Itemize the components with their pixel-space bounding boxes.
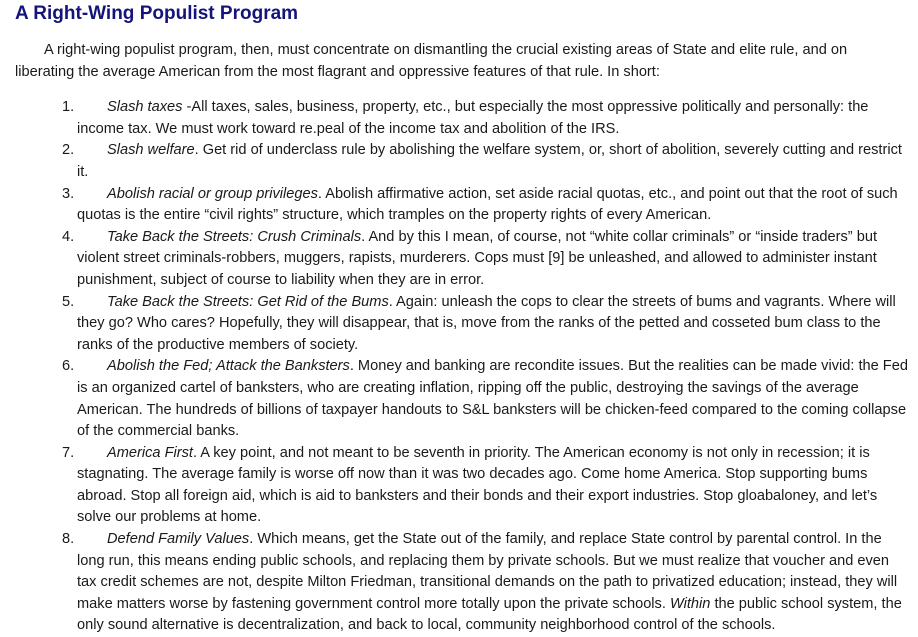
list-item — [62, 529, 910, 637]
list-item-text-after: the public school system, the only sound alternative is decentralization, and back to local, community neighborhood control of the schools. — [77, 595, 902, 634]
list-item-heading: Abolish the Fed; Attack the Banksters — [107, 358, 350, 375]
list-item-text: . A key point, and not meant to be seventh in priority. The American economy is not only in recession; it is stagnating. The average family is worse off now than it was two decades ago. Come home America. Stop supporting bums abroad. Stop all foreign aid, which is aid to banksters and their bonds and their export industries. Stop gloabaloney, and let’s solve our problems at home. — [77, 444, 878, 526]
list-item-text: . Money and banking are recondite issues. But the realities can be made vivid: the Fed is an organized cartel of banksters, who are creating inflation, ripping off the public, destroying the savings of the average American. The hundreds of billions of taxpayer handouts to S&L banksters will be chicken-feed compared to the coming collapse of the commercial banks. — [77, 358, 908, 440]
list-item-number: 7. — [62, 444, 75, 461]
list-item-number: 8. — [62, 531, 75, 548]
list-item — [62, 97, 910, 140]
list-item — [62, 140, 910, 183]
list-item — [62, 184, 910, 227]
list-item — [62, 227, 910, 292]
list-item-text: . And by this I mean, of course, not “white collar criminals” or “inside traders” but violent street criminals-robbers, muggers, rapists, murderers. Cops must [9] be unleashed, and allowed to administer instant punishment, subject of course to liability when they are in error. — [77, 228, 877, 288]
list-item-heading: Slash welfare — [107, 142, 195, 159]
list-item — [62, 356, 910, 442]
list-item-number: 2. — [62, 142, 75, 159]
list-item-number: 1. — [62, 99, 75, 116]
list-item-body — [77, 529, 910, 637]
list-item-heading: America First — [107, 444, 193, 461]
list-item-number: 5. — [62, 293, 75, 310]
page-title: A Right-Wing Populist Program — [15, 3, 299, 24]
list-item-number: 6. — [62, 358, 75, 375]
list-item-text: . Which means, get the State out of the family, and replace State control by parental control. In the long run, this means ending public schools, and replacing them by private schools. But we must realize that voucher and even tax credit schemes are not, despite Milton Friedman, transitional demands on the path to privatized education; instead, they will make matters worse by fastening government control more totally upon the private schools. — [77, 531, 898, 612]
list-item — [62, 292, 910, 357]
list-item-body — [77, 227, 910, 292]
list-item-body — [77, 443, 910, 529]
list-item-number: 3. — [62, 185, 75, 202]
list-item-body — [77, 140, 910, 183]
list-item-emphasis: Within — [669, 595, 711, 612]
list-item-heading: Take Back the Streets: Crush Criminals — [107, 228, 362, 245]
list-item-body — [77, 292, 910, 357]
list-item-heading: Defend Family Values — [107, 531, 250, 548]
list-item-text: . Again: unleash the cops to clear the streets of bums and vagrants. Where will they go? Who cares? Hopefully, they will disappear, that is, move from the ranks of the petted and cosseted bum class to the ranks of the productive members of society. — [77, 293, 896, 353]
list-item-body — [77, 184, 910, 227]
list-item-body — [77, 356, 910, 442]
list-item-text: . Abolish affirmative action, set aside racial quotas, etc., and point out that the root of such quotas is the entire “civil rights” structure, which tramples on the property rights of every American. — [77, 185, 898, 224]
list-item-heading: Abolish racial or group privileges — [107, 185, 318, 202]
program-list — [15, 97, 910, 637]
list-item-number: 4. — [62, 228, 75, 245]
list-item-heading: Take Back the Streets: Get Rid of the Bums — [107, 293, 389, 310]
list-item — [62, 443, 910, 529]
list-item-text: -All taxes, sales, business, property, etc., but especially the most oppressive politically and personally: the income tax. We must work toward re.peal of the income tax and abolition of the IRS. — [77, 99, 869, 137]
list-item-heading: Slash taxes — [107, 99, 183, 116]
list-item-text: . Get rid of underclass rule by abolishing the welfare system, or, short of abolition, severely cutting and restrict it. — [77, 142, 902, 180]
intro-paragraph: A right-wing populist program, then, must concentrate on dismantling the crucial existing areas of State and elite rule, and on liberating the average American from the most flagrant and oppressive features of that rule. In short: — [15, 42, 848, 80]
list-item-body — [77, 97, 910, 140]
